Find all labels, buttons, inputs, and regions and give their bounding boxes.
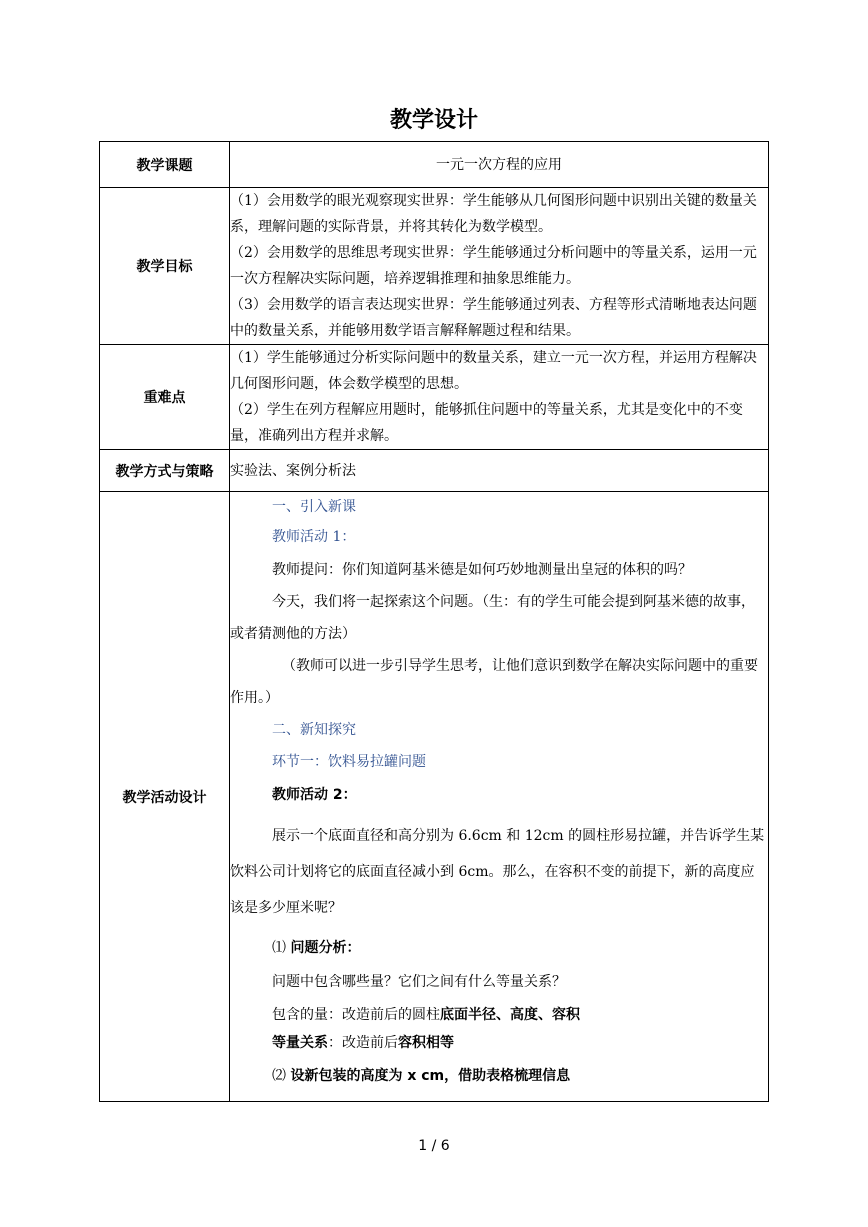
analysis-number: ⑴: [272, 940, 286, 956]
step-2-number: ⑵: [272, 1068, 286, 1084]
equality-value: 容积相等: [398, 1035, 454, 1051]
row-difficulty: [100, 345, 769, 450]
activity-show: 展示一个底面直径和高分别为 6.6cm 和 12cm 的圆柱形易拉罐，并告诉学生某饮料公司计划将它的底面直径减小到 6cm。那么，在容积不变的前提下，新的高度应该是多少厘米呢？: [230, 828, 765, 916]
equality-mid: ：改造前后: [328, 1035, 398, 1051]
section-heading-1: 环节一：饮料易拉罐问题: [272, 754, 426, 770]
activity-question-3: （教师可以进一步引导学生思考，让他们意识到数学在解决实际问题中的重要作用。）: [230, 658, 758, 706]
quantities-prefix: 包含的量：改造前后的圆柱: [272, 1007, 440, 1023]
label-method: 教学方式与策略: [100, 450, 230, 492]
step-2-text: 设新包装的高度为 x cm，借助表格梳理信息: [290, 1068, 571, 1084]
teacher-activity-2-label: 教师活动 2：: [272, 787, 357, 803]
difficulty-item-2: （2）学生在列方程解应用题时，能够抓住问题中的等量关系，尤其是变化中的不变量，准确列出方程并求解。: [230, 402, 743, 444]
value-method: 实验法、案例分析法: [230, 450, 769, 492]
equality-label: 等量关系: [272, 1035, 328, 1051]
analysis-question: 问题中包含哪些量？它们之间有什么等量关系？: [272, 974, 566, 990]
value-goals: [230, 188, 769, 345]
value-difficulty: [230, 345, 769, 450]
goal-item-1: （1）会用数学的眼光观察现实世界：学生能够从几何图形问题中识别出关键的数量关系，理解问题的实际背景，并将其转化为数学模型。: [230, 193, 757, 235]
teacher-activity-1: 教师活动 1：: [272, 529, 356, 545]
step-2-line: [230, 1060, 768, 1092]
quantities-line: [230, 1000, 768, 1030]
activity-question-1: 教师提问：你们知道阿基米德是如何巧妙地测量出皇冠的体积的吗？: [272, 562, 692, 578]
row-method: [100, 450, 769, 492]
label-activity: 教学活动设计: [100, 492, 230, 1102]
label-goals: 教学目标: [100, 188, 230, 345]
page-title: 教学设计: [389, 108, 478, 133]
quantity-separator-1: 、: [496, 1007, 510, 1023]
row-topic: [100, 142, 769, 188]
heading-intro: 一、引入新课: [272, 499, 356, 515]
quantity-volume: 容积: [552, 1007, 580, 1023]
value-topic: 一元一次方程的应用: [230, 142, 769, 188]
quantity-height: 高度: [510, 1007, 538, 1023]
value-activity: [230, 492, 769, 1102]
lesson-plan-table: [99, 141, 769, 1102]
quantity-radius: 底面半径: [440, 1007, 496, 1023]
difficulty-item-1: （1）学生能够通过分析实际问题中的数量关系，建立一元一次方程，并运用方程解决几何图形问题，体会数学模型的思想。: [230, 350, 757, 392]
row-activity: [100, 492, 769, 1102]
analysis-heading: [230, 932, 768, 964]
analysis-title: 问题分析：: [290, 940, 361, 956]
heading-new: 二、新知探究: [272, 722, 356, 738]
row-goals: [100, 188, 769, 345]
goal-item-3: （3）会用数学的语言表达现实世界：学生能够通过列表、方程等形式清晰地表达问题中的数量关系，并能够用数学语言解释解题过程和结果。: [230, 297, 757, 339]
teacher-activity-2: [230, 778, 768, 812]
label-topic: 教学课题: [100, 142, 230, 188]
label-difficulty: 重难点: [100, 345, 230, 450]
activity-question-2: 今天，我们将一起探索这个问题。（生：有的学生可能会提到阿基米德的故事，或者猜测他的方法）: [230, 594, 755, 642]
page-number: 1 / 6: [418, 1138, 450, 1154]
quantity-separator-2: 、: [538, 1007, 552, 1023]
goal-item-2: （2）会用数学的思维思考现实世界：学生能够通过分析问题中的等量关系，运用一元一次方程解决实际问题，培养逻辑推理和抽象思维能力。: [230, 245, 757, 287]
equality-line: [230, 1030, 768, 1056]
